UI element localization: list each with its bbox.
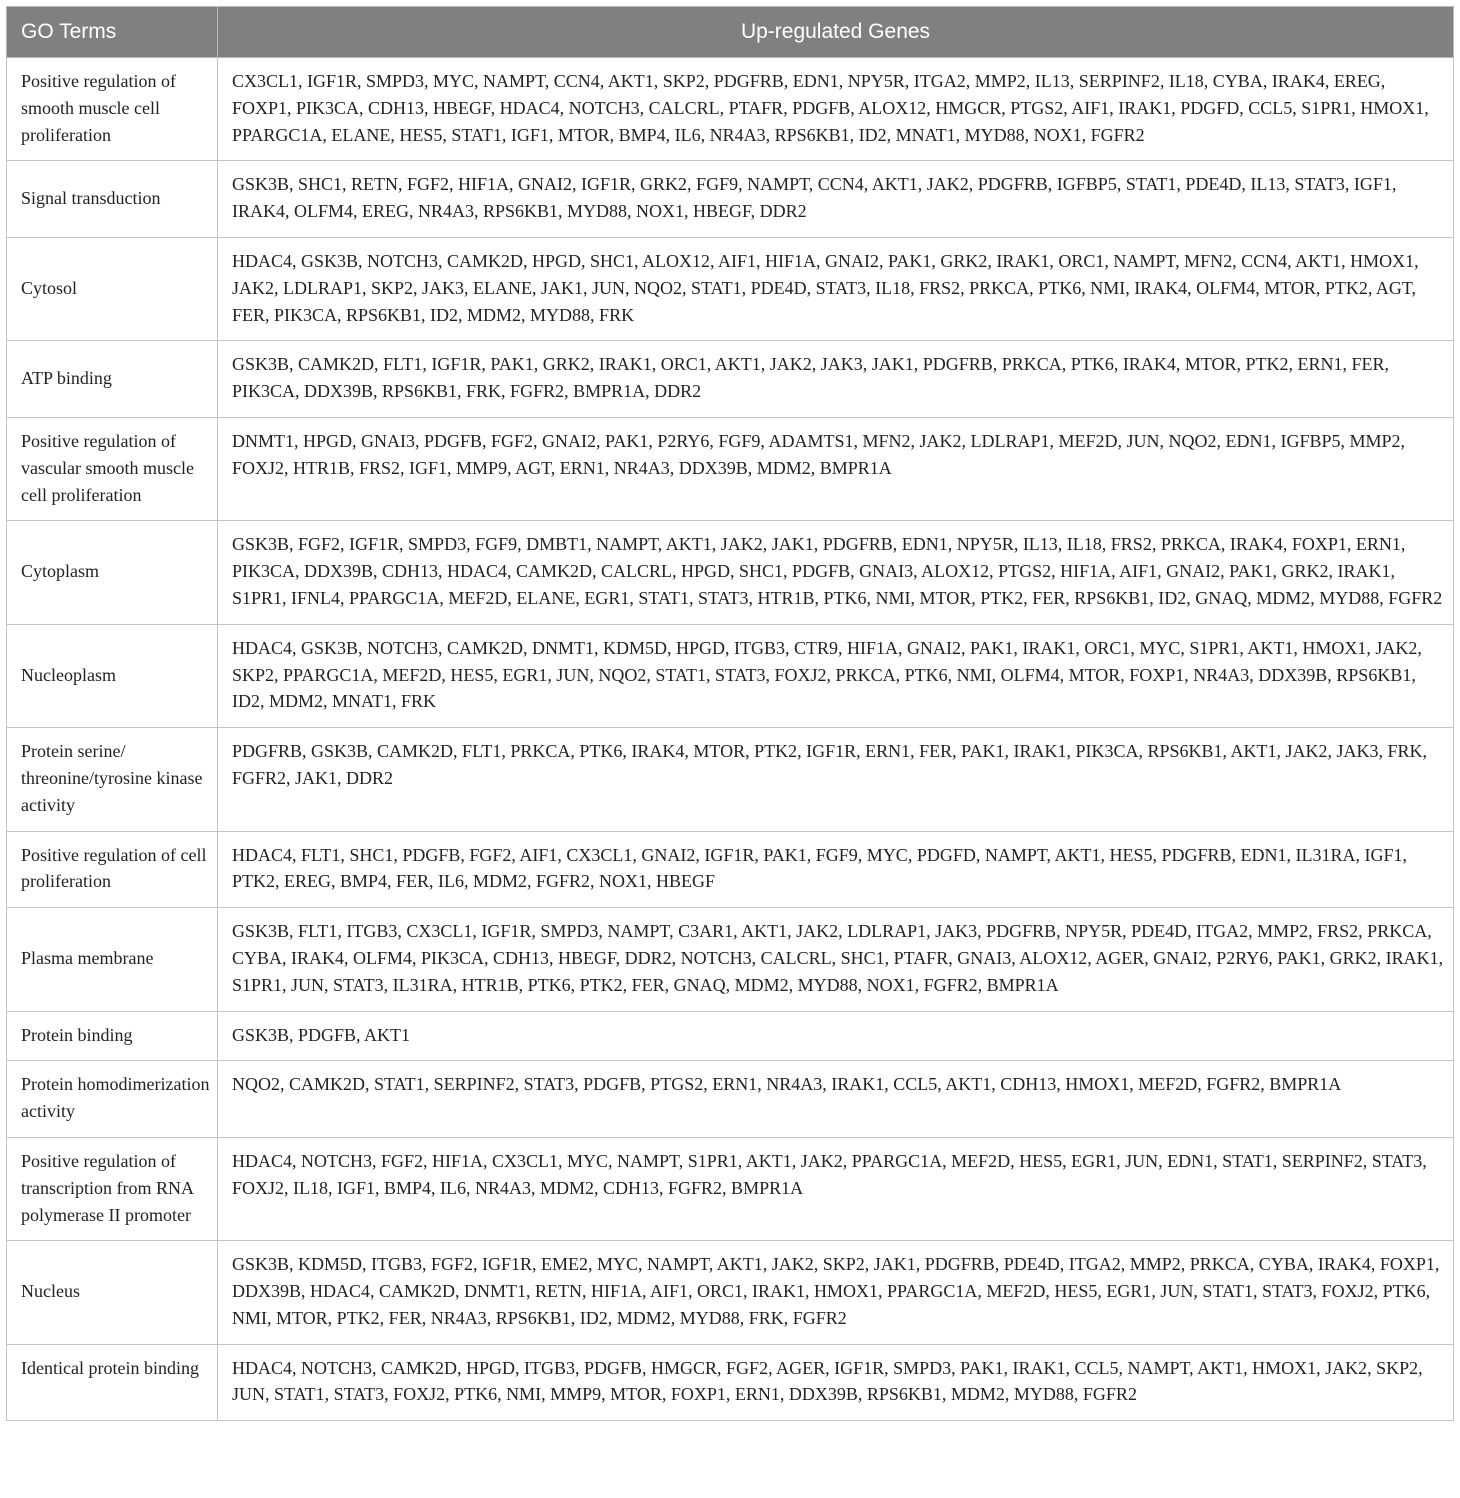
- header-go-terms: GO Terms: [7, 7, 218, 58]
- go-term-cell: Positive regulation of transcription from RNA polymerase II promoter: [7, 1137, 218, 1240]
- genes-cell: GSK3B, PDGFB, AKT1: [218, 1011, 1454, 1061]
- table-row: [7, 624, 1454, 727]
- table-row: [7, 1061, 1454, 1138]
- go-term-cell: Nucleoplasm: [7, 624, 218, 727]
- go-term-cell: Identical protein binding: [7, 1344, 218, 1421]
- genes-cell: GSK3B, CAMK2D, FLT1, IGF1R, PAK1, GRK2, IRAK1, ORC1, AKT1, JAK2, JAK3, JAK1, PDGFRB, PRKCA, PTK6, IRAK4, MTOR, PTK2, ERN1, FER, PIK3CA, DDX39B, RPS6KB1, FRK, FGFR2, BMPR1A, DDR2: [218, 341, 1454, 418]
- genes-cell: DNMT1, HPGD, GNAI3, PDGFB, FGF2, GNAI2, PAK1, P2RY6, FGF9, ADAMTS1, MFN2, JAK2, LDLRAP1, MEF2D, JUN, NQO2, EDN1, IGFBP5, MMP2, FOXJ2, HTR1B, FRS2, IGF1, MMP9, AGT, ERN1, NR4A3, DDX39B, MDM2, BMPR1A: [218, 417, 1454, 520]
- table-row: [7, 1344, 1454, 1421]
- go-term-cell: Nucleus: [7, 1241, 218, 1344]
- go-term-cell: Cytoplasm: [7, 521, 218, 624]
- table-row: [7, 521, 1454, 624]
- go-term-cell: Positive regulation of vascular smooth muscle cell proliferation: [7, 417, 218, 520]
- genes-cell: CX3CL1, IGF1R, SMPD3, MYC, NAMPT, CCN4, AKT1, SKP2, PDGFRB, EDN1, NPY5R, ITGA2, MMP2, IL13, SERPINF2, IL18, CYBA, IRAK4, EREG, FOXP1, PIK3CA, CDH13, HBEGF, HDAC4, NOTCH3, CALCRL, PTAFR, PDGFB, ALOX12, HMGCR, PTGS2, AIF1, IRAK1, PDGFD, CCL5, S1PR1, HMOX1, PPARGC1A, ELANE, HES5, STAT1, IGF1, MTOR, BMP4, IL6, NR4A3, RPS6KB1, ID2, MNAT1, MYD88, NOX1, FGFR2: [218, 58, 1454, 161]
- header-up-regulated-genes: Up-regulated Genes: [218, 7, 1454, 58]
- table-row: [7, 341, 1454, 418]
- header-row: [7, 7, 1454, 58]
- genes-cell: PDGFRB, GSK3B, CAMK2D, FLT1, PRKCA, PTK6, IRAK4, MTOR, PTK2, IGF1R, ERN1, FER, PAK1, IRAK1, PIK3CA, RPS6KB1, AKT1, JAK2, JAK3, FRK, FGFR2, JAK1, DDR2: [218, 728, 1454, 831]
- table-row: [7, 1011, 1454, 1061]
- table-row: [7, 908, 1454, 1011]
- genes-cell: GSK3B, SHC1, RETN, FGF2, HIF1A, GNAI2, IGF1R, GRK2, FGF9, NAMPT, CCN4, AKT1, JAK2, PDGFRB, IGFBP5, STAT1, PDE4D, IL13, STAT3, IGF1, IRAK4, OLFM4, EREG, NR4A3, RPS6KB1, MYD88, NOX1, HBEGF, DDR2: [218, 161, 1454, 238]
- go-term-cell: Protein serine/ threonine/tyrosine kinase activity: [7, 728, 218, 831]
- table-row: [7, 161, 1454, 238]
- go-terms-table-container: [6, 6, 1453, 1421]
- genes-cell: HDAC4, NOTCH3, CAMK2D, HPGD, ITGB3, PDGFB, HMGCR, FGF2, AGER, IGF1R, SMPD3, PAK1, IRAK1, CCL5, NAMPT, AKT1, HMOX1, JAK2, SKP2, JUN, STAT1, STAT3, FOXJ2, PTK6, NMI, MMP9, MTOR, FOXP1, ERN1, DDX39B, RPS6KB1, MDM2, MYD88, FGFR2: [218, 1344, 1454, 1421]
- genes-cell: NQO2, CAMK2D, STAT1, SERPINF2, STAT3, PDGFB, PTGS2, ERN1, NR4A3, IRAK1, CCL5, AKT1, CDH13, HMOX1, MEF2D, FGFR2, BMPR1A: [218, 1061, 1454, 1138]
- go-term-cell: Plasma membrane: [7, 908, 218, 1011]
- genes-cell: GSK3B, KDM5D, ITGB3, FGF2, IGF1R, EME2, MYC, NAMPT, AKT1, JAK2, SKP2, JAK1, PDGFRB, PDE4D, ITGA2, MMP2, PRKCA, CYBA, IRAK4, FOXP1, DDX39B, HDAC4, CAMK2D, DNMT1, RETN, HIF1A, AIF1, ORC1, IRAK1, HMOX1, PPARGC1A, MEF2D, HES5, EGR1, JUN, STAT1, STAT3, FOXJ2, PTK6, NMI, MTOR, PTK2, FER, NR4A3, RPS6KB1, ID2, MDM2, MYD88, FRK, FGFR2: [218, 1241, 1454, 1344]
- go-terms-table: [6, 6, 1454, 1421]
- table-row: [7, 728, 1454, 831]
- go-term-cell: Positive regulation of smooth muscle cell proliferation: [7, 58, 218, 161]
- table-row: [7, 417, 1454, 520]
- genes-cell: GSK3B, FGF2, IGF1R, SMPD3, FGF9, DMBT1, NAMPT, AKT1, JAK2, JAK1, PDGFRB, EDN1, NPY5R, IL13, IL18, FRS2, PRKCA, IRAK4, FOXP1, ERN1, PIK3CA, DDX39B, CDH13, HDAC4, CAMK2D, CALCRL, HPGD, SHC1, PDGFB, GNAI3, ALOX12, PTGS2, HIF1A, AIF1, GNAI2, PAK1, GRK2, IRAK1, S1PR1, IFNL4, PPARGC1A, MEF2D, ELANE, EGR1, STAT1, STAT3, HTR1B, PTK6, NMI, MTOR, PTK2, FER, RPS6KB1, ID2, GNAQ, MDM2, MYD88, FGFR2: [218, 521, 1454, 624]
- genes-cell: GSK3B, FLT1, ITGB3, CX3CL1, IGF1R, SMPD3, NAMPT, C3AR1, AKT1, JAK2, LDLRAP1, JAK3, PDGFRB, NPY5R, PDE4D, ITGA2, MMP2, FRS2, PRKCA, CYBA, IRAK4, OLFM4, PIK3CA, CDH13, HBEGF, DDR2, NOTCH3, CALCRL, SHC1, PTAFR, GNAI3, ALOX12, AGER, GNAI2, P2RY6, PAK1, GRK2, IRAK1, S1PR1, JUN, STAT3, IL31RA, HTR1B, PTK6, PTK2, FER, GNAQ, MDM2, MYD88, NOX1, FGFR2, BMPR1A: [218, 908, 1454, 1011]
- table-row: [7, 1241, 1454, 1344]
- table-row: [7, 237, 1454, 340]
- table-row: [7, 831, 1454, 908]
- table-header: [7, 7, 1454, 58]
- go-term-cell: Protein homodimerization activity: [7, 1061, 218, 1138]
- go-term-cell: Cytosol: [7, 237, 218, 340]
- go-term-cell: Protein binding: [7, 1011, 218, 1061]
- table-row: [7, 1137, 1454, 1240]
- genes-cell: HDAC4, NOTCH3, FGF2, HIF1A, CX3CL1, MYC, NAMPT, S1PR1, AKT1, JAK2, PPARGC1A, MEF2D, HES5, EGR1, JUN, EDN1, STAT1, SERPINF2, STAT3, FOXJ2, IL18, IGF1, BMP4, IL6, NR4A3, MDM2, CDH13, FGFR2, BMPR1A: [218, 1137, 1454, 1240]
- table-row: [7, 58, 1454, 161]
- table-body: [7, 58, 1454, 1421]
- go-term-cell: Positive regulation of cell proliferation: [7, 831, 218, 908]
- go-term-cell: ATP binding: [7, 341, 218, 418]
- go-term-cell: Signal transduction: [7, 161, 218, 238]
- genes-cell: HDAC4, FLT1, SHC1, PDGFB, FGF2, AIF1, CX3CL1, GNAI2, IGF1R, PAK1, FGF9, MYC, PDGFD, NAMPT, AKT1, HES5, PDGFRB, EDN1, IL31RA, IGF1, PTK2, EREG, BMP4, FER, IL6, MDM2, FGFR2, NOX1, HBEGF: [218, 831, 1454, 908]
- genes-cell: HDAC4, GSK3B, NOTCH3, CAMK2D, HPGD, SHC1, ALOX12, AIF1, HIF1A, GNAI2, PAK1, GRK2, IRAK1, ORC1, NAMPT, MFN2, CCN4, AKT1, HMOX1, JAK2, LDLRAP1, SKP2, JAK3, ELANE, JAK1, JUN, NQO2, STAT1, PDE4D, STAT3, IL18, FRS2, PRKCA, PTK6, NMI, IRAK4, OLFM4, MTOR, PTK2, AGT, FER, PIK3CA, RPS6KB1, ID2, MDM2, MYD88, FRK: [218, 237, 1454, 340]
- genes-cell: HDAC4, GSK3B, NOTCH3, CAMK2D, DNMT1, KDM5D, HPGD, ITGB3, CTR9, HIF1A, GNAI2, PAK1, IRAK1, ORC1, MYC, S1PR1, AKT1, HMOX1, JAK2, SKP2, PPARGC1A, MEF2D, HES5, EGR1, JUN, NQO2, STAT1, STAT3, FOXJ2, PRKCA, PTK6, NMI, OLFM4, MTOR, FOXP1, NR4A3, DDX39B, RPS6KB1, ID2, MDM2, MNAT1, FRK: [218, 624, 1454, 727]
